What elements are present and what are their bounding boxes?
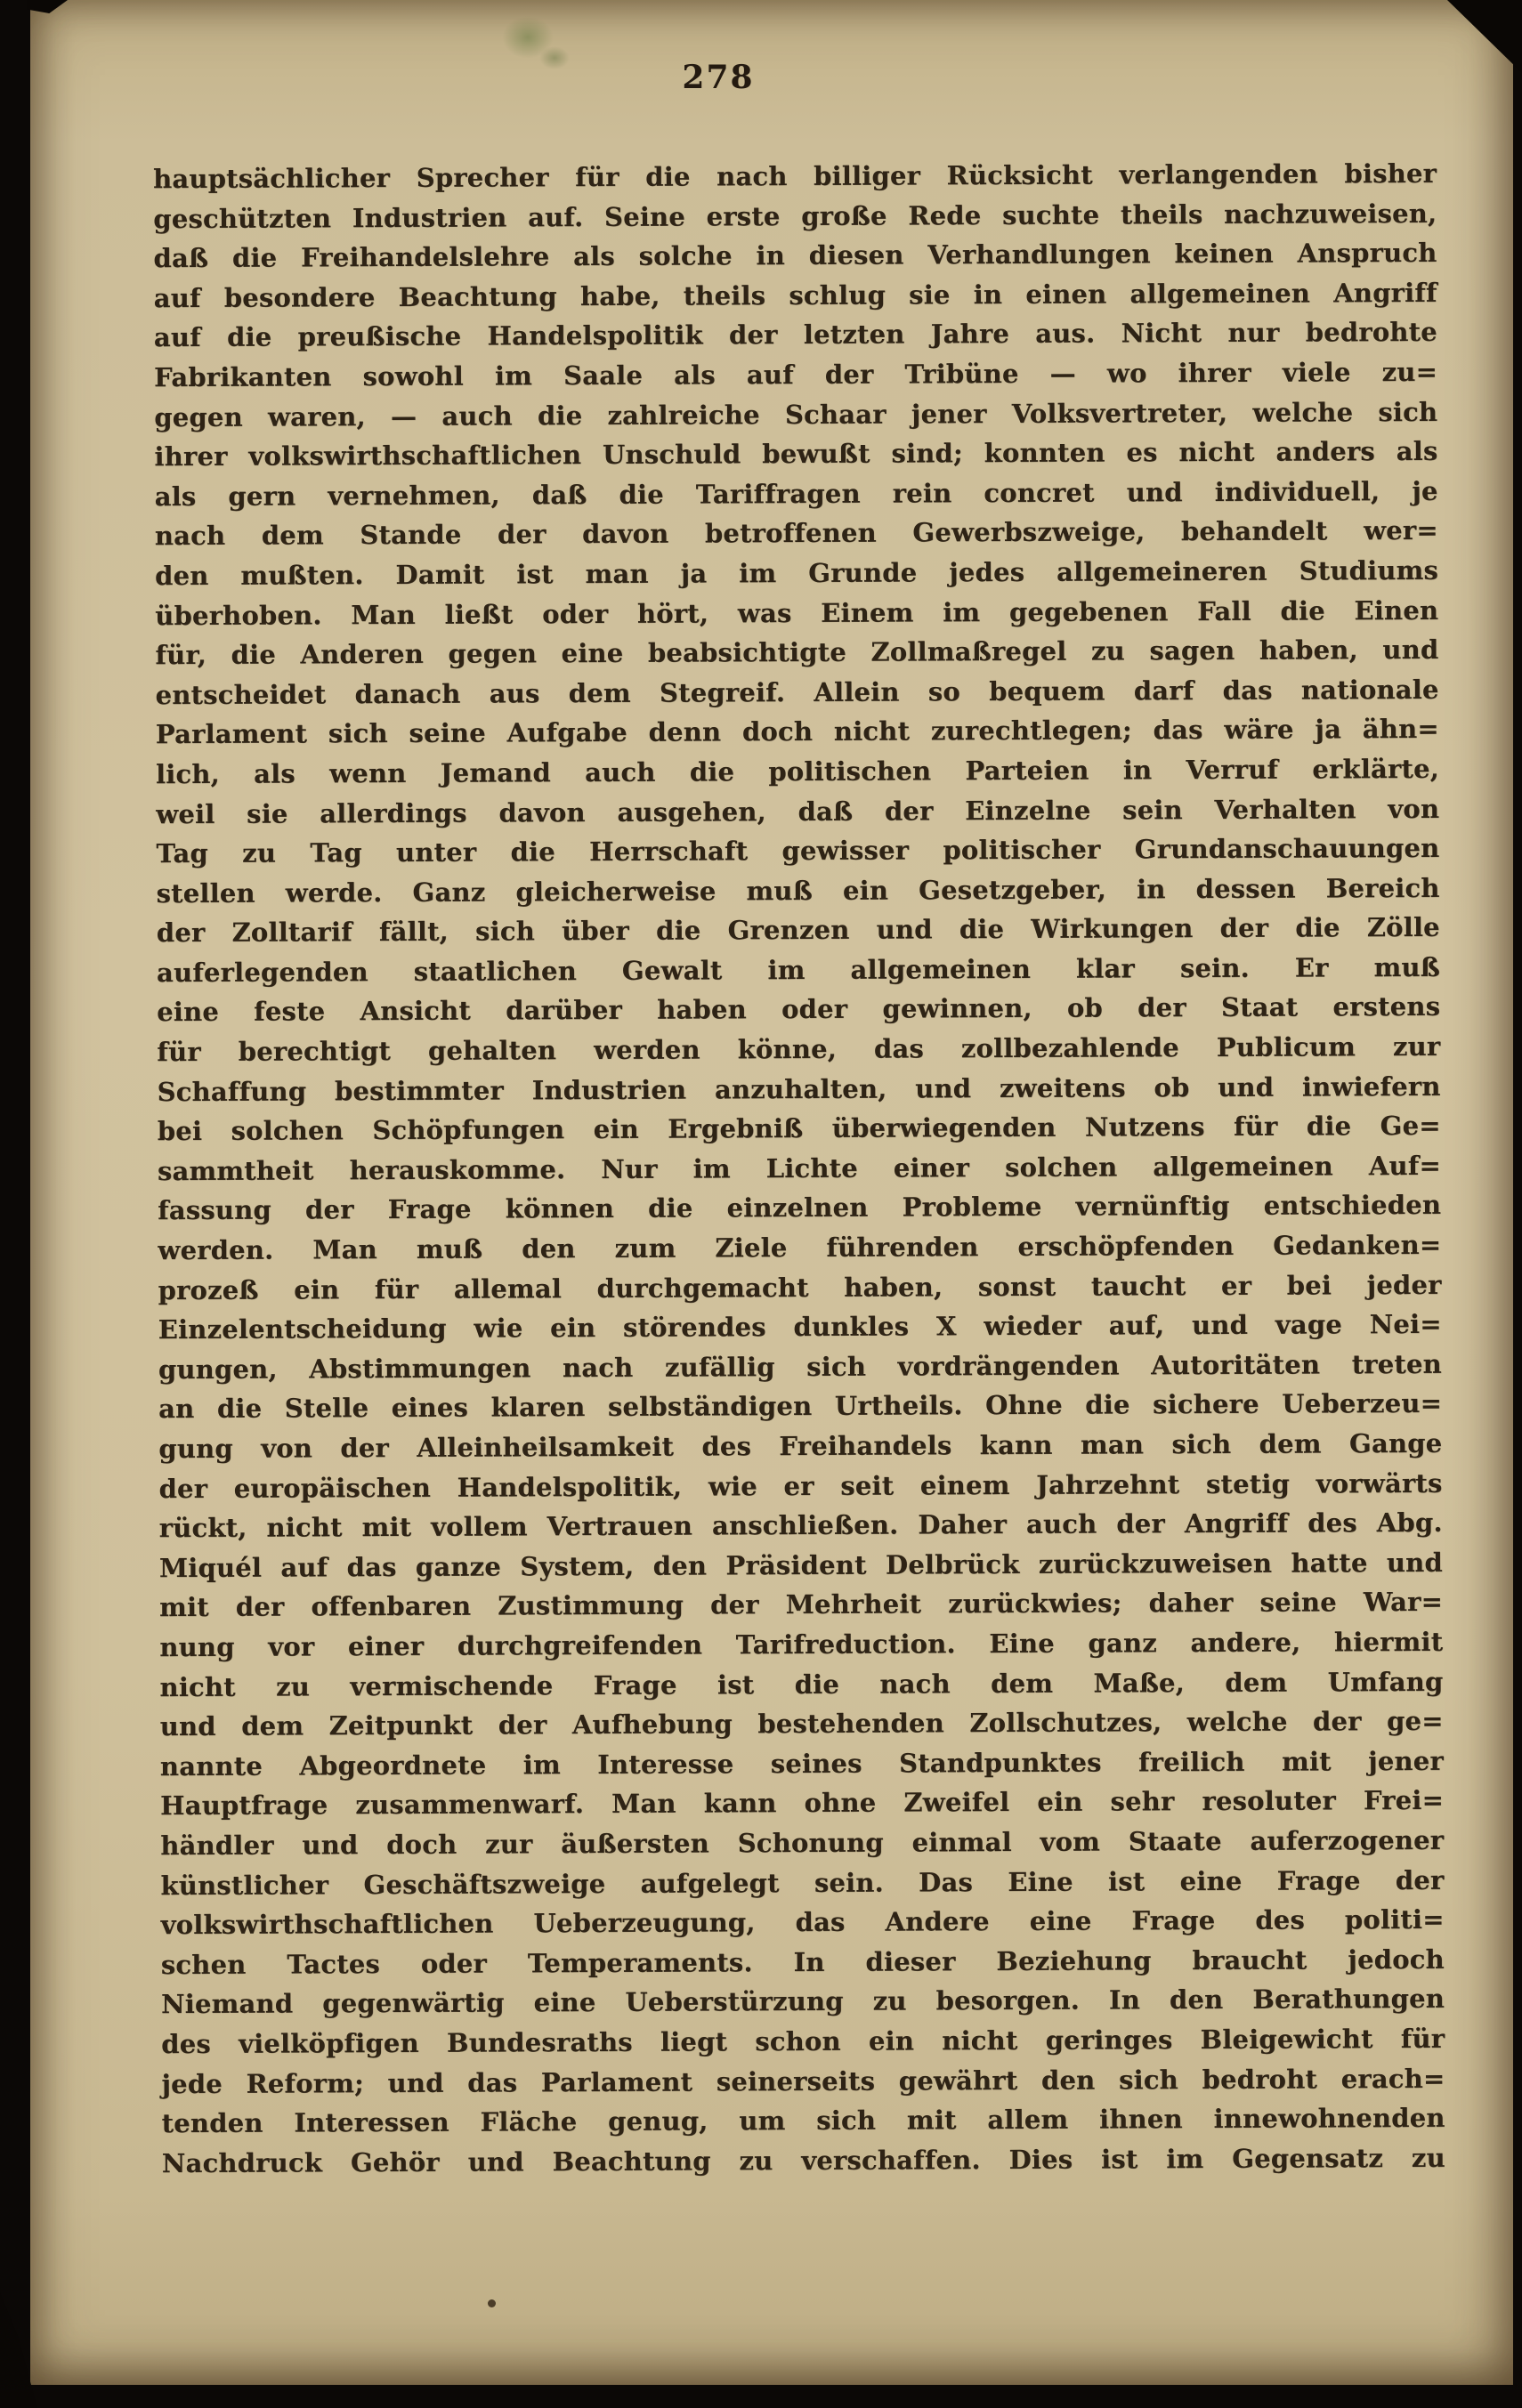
text-line: Miquél auf das ganze System, den Präsident Delbrück zurückzuweisen hatte und (158, 1547, 1443, 1583)
text-line: Schaffung bestimmter Industrien anzuhalten, und zweitens ob und inwiefern (157, 1071, 1441, 1107)
text-line: prozeß ein für allemal durchgemacht haben, sonst taucht er bei jeder (158, 1269, 1442, 1305)
text-line: nach dem Stande der davon betroffenen Gewerbszweige, behandelt wer= (154, 515, 1438, 552)
text-line: stellen werde. Ganz gleicherweise muß ein Gesetzgeber, in dessen Bereich (156, 872, 1440, 909)
text-line: überhoben. Man ließt oder hört, was Einem im gegebenen Fall die Einen (155, 594, 1439, 631)
text-line: eine feste Ansicht darüber haben oder gewinnen, ob der Staat erstens (157, 991, 1441, 1028)
text-line: auf besondere Beachtung habe, theils schlug sie in einen allgemeinen Angriff (153, 277, 1437, 313)
text-line: nannte Abgeordnete im Interesse seines Standpunktes freilich mit jener (159, 1745, 1444, 1782)
text-line: Einzelentscheidung wie ein störendes dunkles X wieder auf, und vage Nei= (158, 1309, 1442, 1345)
scanned-book-page (30, 0, 1513, 2385)
text-line: der Zolltarif fällt, sich über die Grenzen und die Wirkungen der die Zölle (156, 912, 1440, 949)
ink-speck (488, 2299, 496, 2307)
text-line: gung von der Alleinheilsamkeit des Freihandels kann man sich dem Gange (158, 1427, 1443, 1465)
text-line: als gern vernehmen, daß die Tariffragen rein concret und individuell, je (154, 475, 1438, 512)
text-line: lich, als wenn Jemand auch die politischen Parteien in Verruf erklärte, (155, 753, 1440, 790)
text-line: Niemand gegenwärtig eine Ueberstürzung zu besorgen. In den Berathungen (160, 1984, 1445, 2020)
text-line: werden. Man muß den zum Ziele führenden erschöpfenden Gedanken= (158, 1229, 1442, 1266)
text-line: auf die preußische Handelspolitik der letzten Jahre aus. Nicht nur bedrohte (153, 317, 1437, 353)
text-line: schen Tactes oder Temperaments. In dieser Beziehung braucht jedoch (160, 1943, 1445, 1980)
text-line: bei solchen Schöpfungen ein Ergebniß überwiegenden Nutzens für die Ge= (157, 1111, 1441, 1147)
text-line: ihrer volkswirthschaftlichen Unschuld bewußt sind; konnten es nicht anders als (154, 436, 1438, 473)
text-line: daß die Freihandelslehre als solche in diesen Verhandlungen keinen Anspruch (153, 238, 1437, 274)
text-line: sammtheit herauskomme. Nur im Lichte einer solchen allgemeinen Auf= (157, 1150, 1442, 1186)
text-line: gungen, Abstimmungen nach zufällig sich vordrängenden Autoritäten treten (158, 1348, 1443, 1385)
text-line: für berechtigt gehalten werden könne, das zollbezahlende Publicum zur (157, 1030, 1441, 1068)
page-number: 278 (682, 59, 755, 96)
text-line: auferlegenden staatlichen Gewalt im allgemeinen klar sein. Er muß (156, 951, 1441, 989)
text-line: rückt, nicht mit vollem Vertrauen anschließen. Daher auch der Angriff des Abg. (158, 1507, 1443, 1544)
text-line: nung vor einer durchgreifenden Tarifreduction. Eine ganz andere, hiermit (159, 1626, 1444, 1663)
text-line: jede Reform; und das Parlament seinerseits gewährt den sich bedroht erach= (161, 2063, 1445, 2099)
text-line: Fabrikanten sowohl im Saale als auf der Tribüne — wo ihrer viele zu= (154, 356, 1438, 393)
text-line: hauptsächlicher Sprecher für die nach billiger Rücksicht verlangenden bisher (153, 158, 1437, 195)
text-line: gegen waren, — auch die zahlreiche Schaar jener Volksvertreter, welche sich (154, 396, 1438, 432)
text-line: weil sie allerdings davon ausgehen, daß der Einzelne sein Verhalten von (156, 793, 1440, 829)
text-line: nicht zu vermischende Frage ist die nach dem Maße, dem Umfang (159, 1666, 1444, 1702)
text-line: künstlicher Geschäftszweige aufgelegt sein. Das Eine ist eine Frage der (160, 1864, 1445, 1901)
text-line: des vielköpfigen Bundesraths liegt schon ein nicht geringes Bleigewicht für (161, 2023, 1445, 2060)
text-line: volkswirthschaftlichen Ueberzeugung, das Andere eine Frage des politi= (160, 1903, 1445, 1941)
text-line: an die Stelle eines klaren selbständigen Urtheils. Ohne die sichere Ueberzeu= (158, 1388, 1443, 1425)
text-line: tenden Interessen Fläche genug, um sich mit allem ihnen innewohnenden (161, 2102, 1445, 2139)
text-line: Nachdruck Gehör und Beachtung zu verschaffen. Dies ist im Gegensatz zu (161, 2142, 1445, 2178)
text-line: den mußten. Damit ist man ja im Grunde jedes allgemeineren Studiums (154, 554, 1439, 592)
page-body-text (153, 154, 1445, 2184)
text-line: der europäischen Handelspolitik, wie er seit einem Jahrzehnt stetig vorwärts (158, 1467, 1443, 1504)
text-line: entscheidet danach aus dem Stegreif. Allein so bequem darf das nationale (155, 674, 1439, 710)
text-line: Parlament sich seine Aufgabe denn doch nicht zurechtlegen; das wäre ja ähn= (155, 714, 1439, 750)
text-line: händler und doch zur äußersten Schonung einmal vom Staate auferzogener (160, 1824, 1445, 1862)
text-line: mit der offenbaren Zustimmung der Mehrheit zurückwies; daher seine War= (159, 1587, 1444, 1623)
text-line: geschützten Industrien auf. Seine erste große Rede suchte theils nachzuweisen, (153, 198, 1437, 234)
text-line: für, die Anderen gegen eine beabsichtigte Zollmaßregel zu sagen haben, und (155, 634, 1439, 671)
text-line: und dem Zeitpunkt der Aufhebung bestehenden Zollschutzes, welche der ge= (159, 1705, 1444, 1742)
text-line: Tag zu Tag unter die Herrschaft gewisser politischer Grundanschauungen (156, 832, 1440, 869)
text-line: fassung der Frage können die einzelnen Probleme vernünftig entschieden (158, 1190, 1442, 1226)
text-line: Hauptfrage zusammenwarf. Man kann ohne Zweifel ein sehr resoluter Frei= (160, 1785, 1445, 1822)
